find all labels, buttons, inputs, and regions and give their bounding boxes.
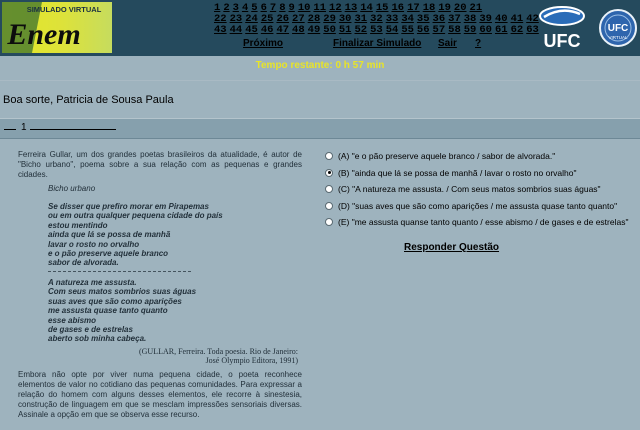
question-link-6[interactable]: 6 xyxy=(260,2,267,14)
question-link-7[interactable]: 7 xyxy=(269,2,277,14)
question-link-41[interactable]: 41 xyxy=(510,13,524,25)
question-link-53[interactable]: 53 xyxy=(370,24,383,36)
brand-text: Enem xyxy=(7,18,81,51)
rule-right xyxy=(30,129,116,130)
ufc-logos xyxy=(526,4,638,52)
question-link-39[interactable]: 39 xyxy=(479,13,492,25)
radio-button[interactable] xyxy=(325,185,333,193)
greeting-text: Boa sorte, Patricia de Sousa Paula xyxy=(3,94,174,106)
question-link-36[interactable]: 36 xyxy=(432,13,446,25)
question-link-31[interactable]: 31 xyxy=(354,13,368,25)
ufc-seal-text: UFC xyxy=(607,23,629,34)
question-link-35[interactable]: 35 xyxy=(416,13,430,25)
answer-option-label: (C) "A natureza me assusta. / Com seus matos sombrios suas águas" xyxy=(338,184,601,194)
question-link-55[interactable]: 55 xyxy=(401,24,414,36)
question-link-17[interactable]: 17 xyxy=(407,2,420,14)
question-link-33[interactable]: 33 xyxy=(385,13,399,25)
poem-line: me assusta quase tanto quanto xyxy=(48,306,168,316)
question-link-50[interactable]: 50 xyxy=(323,24,336,36)
poem-line: esse abismo xyxy=(48,315,97,325)
question-link-44[interactable]: 44 xyxy=(229,24,243,36)
question-link-27[interactable]: 27 xyxy=(292,13,305,25)
question-link-29[interactable]: 29 xyxy=(323,13,336,25)
answer-option-label: (E) "me assusta quanse tanto quanto / esse abismo / de gases e de estrelas" xyxy=(338,217,629,227)
header-bar xyxy=(0,0,640,56)
citation-line-2: José Olympio Editora, 1991) xyxy=(205,356,298,365)
question-link-8[interactable]: 8 xyxy=(279,2,286,14)
poem-line: lavar o rosto no orvalho xyxy=(48,239,140,249)
answer-option-label: (D) "suas aves que são como aparições / me assusta quase tanto quanto" xyxy=(338,200,618,211)
question-link-37[interactable]: 37 xyxy=(448,13,461,25)
question-link-5[interactable]: 5 xyxy=(251,2,258,14)
question-link-42[interactable]: 42 xyxy=(526,13,539,25)
poem-title: Bicho urbano xyxy=(48,184,96,193)
exit-link[interactable]: Sair xyxy=(438,38,457,49)
poem-line: de gases e de estrelas xyxy=(48,324,133,334)
time-remaining: Tempo restante: 0 h 57 min xyxy=(255,60,385,71)
citation xyxy=(118,347,298,365)
question-link-47[interactable]: 47 xyxy=(276,24,290,36)
poem-line: sabor de alvorada. xyxy=(48,258,119,268)
question-link-15[interactable]: 15 xyxy=(375,2,389,14)
question-link-43[interactable]: 43 xyxy=(214,24,227,36)
question-link-51[interactable]: 51 xyxy=(338,24,352,36)
question-link-57[interactable]: 57 xyxy=(432,24,446,36)
answer-option-label: (A) "e o pão preserve aquele branco / sabor de alvorada." xyxy=(338,151,556,161)
question-link-18[interactable]: 18 xyxy=(422,2,436,14)
enem-logo xyxy=(2,2,112,53)
question-link-9[interactable]: 9 xyxy=(288,2,295,14)
question-number-row xyxy=(214,24,539,36)
poem-line: aberto sob minha cabeça. xyxy=(48,334,147,344)
question-link-23[interactable]: 23 xyxy=(229,13,243,25)
poem-line: e o pão preserve aquele branco xyxy=(48,248,169,258)
poem-line: ainda que lá se possa de manhã xyxy=(48,230,171,240)
poem-separator xyxy=(48,271,191,272)
radio-button[interactable] xyxy=(325,202,333,210)
question-link-16[interactable]: 16 xyxy=(391,2,405,14)
question-link-40[interactable]: 40 xyxy=(494,13,508,25)
answer-option-d[interactable] xyxy=(325,200,617,212)
divider xyxy=(0,80,640,81)
citation-line-1: (GULLAR, Ferreira. Toda poesia. Rio de Janeiro: xyxy=(138,347,298,356)
question-link-20[interactable]: 20 xyxy=(453,2,467,14)
question-number-grid xyxy=(214,2,539,36)
question-link-28[interactable]: 28 xyxy=(307,13,321,25)
question-link-38[interactable]: 38 xyxy=(463,13,477,25)
question-link-30[interactable]: 30 xyxy=(338,13,352,25)
poem-stanza-2 xyxy=(48,278,196,344)
question-link-46[interactable]: 46 xyxy=(260,24,274,36)
question-link-24[interactable]: 24 xyxy=(245,13,258,25)
poem-line: ou em outra qualquer pequena cidade do país xyxy=(48,211,223,221)
question-link-2[interactable]: 2 xyxy=(223,2,230,14)
question-text-panel xyxy=(18,150,306,430)
answer-option-label: (B) "ainda que lá se possa de manhã / lavar o rosto no orvalho" xyxy=(338,167,577,178)
question-number: 1 xyxy=(21,122,27,133)
question-prompt: Embora não opte por viver numa pequena cidade, o poeta reconhece elementos de valor no cotidiano das pequenas comunidades. Para expressar a relação do homem com alguns desses elementos, ele recorre à sinestesia, construção de linguagem em que se mesclam impressões sensoriais diversas. Assinale a opção em que se observa esse recurso. xyxy=(18,370,302,419)
question-link-52[interactable]: 52 xyxy=(354,24,368,36)
ufc-virtual-seal xyxy=(600,10,636,46)
question-link-61[interactable]: 61 xyxy=(494,24,508,36)
ufc-logo-text: UFC xyxy=(543,31,581,51)
question-link-12[interactable]: 12 xyxy=(329,2,342,14)
poem-line: Com seus matos sombrios suas águas xyxy=(48,287,197,297)
question-link-11[interactable]: 11 xyxy=(313,2,327,14)
next-link[interactable]: Próximo xyxy=(243,38,284,49)
question-link-60[interactable]: 60 xyxy=(479,24,492,36)
intro-text: Ferreira Gullar, um dos grandes poetas brasileiros da atualidade, é autor de "Bicho urbano", poema sobre a sua relação com as pequenas e grandes cidades. xyxy=(18,150,302,179)
question-link-63[interactable]: 63 xyxy=(526,24,539,36)
answer-option-b[interactable] xyxy=(325,167,577,179)
radio-button[interactable] xyxy=(325,152,333,160)
question-link-10[interactable]: 10 xyxy=(297,2,311,14)
question-link-13[interactable]: 13 xyxy=(344,2,358,14)
question-link-19[interactable]: 19 xyxy=(438,2,451,14)
poem-line: A natureza me assusta. xyxy=(48,278,137,287)
radio-button[interactable] xyxy=(325,169,333,177)
question-link-49[interactable]: 49 xyxy=(307,24,321,36)
question-link-26[interactable]: 26 xyxy=(276,13,290,25)
radio-button[interactable] xyxy=(325,218,333,226)
poem-line: Se disser que prefiro morar em Pirapemas xyxy=(48,202,209,211)
question-link-1[interactable]: 1 xyxy=(214,2,221,14)
answer-option-e[interactable] xyxy=(325,216,628,228)
question-link-32[interactable]: 32 xyxy=(370,13,383,25)
rule-left xyxy=(4,129,16,130)
question-link-14[interactable]: 14 xyxy=(360,2,373,14)
poem-line: suas aves que são como aparições xyxy=(48,296,182,306)
answer-option-c[interactable] xyxy=(325,183,601,195)
question-header-bar xyxy=(0,118,640,139)
question-link-3[interactable]: 3 xyxy=(232,2,239,14)
question-link-48[interactable]: 48 xyxy=(292,24,305,36)
question-link-25[interactable]: 25 xyxy=(260,13,274,25)
question-link-58[interactable]: 58 xyxy=(448,24,461,36)
question-link-4[interactable]: 4 xyxy=(241,2,249,14)
submit-answer-link[interactable]: Responder Questão xyxy=(404,242,500,253)
question-link-22[interactable]: 22 xyxy=(214,13,227,25)
poem-stanza-1 xyxy=(48,202,223,268)
question-link-56[interactable]: 56 xyxy=(416,24,430,36)
question-link-34[interactable]: 34 xyxy=(401,13,414,25)
simulado-label: SIMULADO VIRTUAL xyxy=(26,5,102,14)
question-link-21[interactable]: 21 xyxy=(469,2,483,14)
ufc-virtual-text: VIRTUAL xyxy=(608,35,628,40)
question-link-45[interactable]: 45 xyxy=(245,24,258,36)
question-link-54[interactable]: 54 xyxy=(385,24,399,36)
ufc-logo xyxy=(540,7,584,51)
question-link-62[interactable]: 62 xyxy=(510,24,524,36)
answer-option-a[interactable] xyxy=(325,150,555,162)
poem-line: estou mentindo xyxy=(48,220,108,230)
finish-simulado-link[interactable]: Finalizar Simulado xyxy=(333,38,422,49)
question-link-59[interactable]: 59 xyxy=(463,24,477,36)
help-link[interactable]: ? xyxy=(475,38,482,49)
